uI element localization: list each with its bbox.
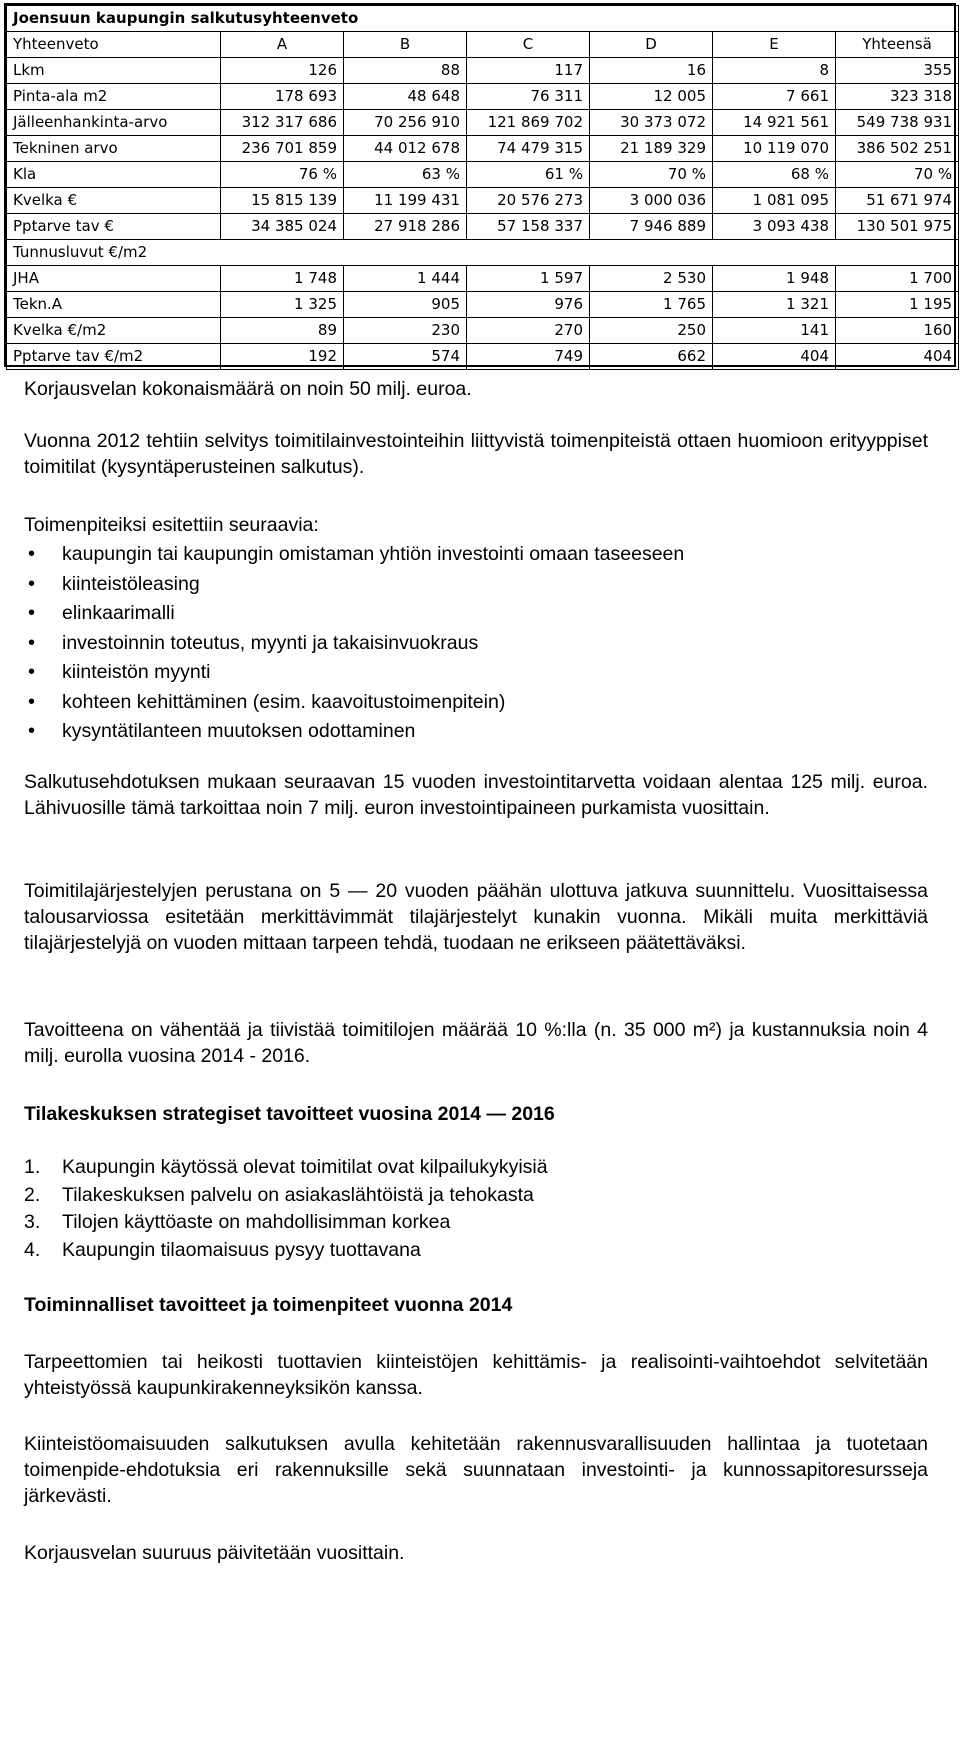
value-cell: 30 373 072 xyxy=(590,110,713,136)
value-cell: 1 765 xyxy=(590,292,713,318)
goal-number: 2. xyxy=(24,1183,41,1206)
table-title-row xyxy=(7,6,959,32)
row-label-cell: Tunnusluvut €/m2 xyxy=(7,240,221,266)
table-row xyxy=(7,292,959,318)
list-item xyxy=(24,1209,928,1237)
row-label-cell: Pptarve tav € xyxy=(7,214,221,240)
value-cell: 27 918 286 xyxy=(344,214,467,240)
row-label-cell: Tekn.A xyxy=(7,292,221,318)
row-label-cell: Kvelka € xyxy=(7,188,221,214)
goals-list xyxy=(24,1154,928,1264)
table-row xyxy=(7,240,959,266)
goal-text: Kaupungin käytössä olevat toimitilat ovat kilpailukykyisiä xyxy=(62,1156,548,1178)
paragraph-toimenpiteet-intro: Toimenpiteiksi esitettiin seuraavia: xyxy=(24,514,319,536)
value-cell: 574 xyxy=(344,344,467,370)
table-row xyxy=(7,214,959,240)
value-cell: 270 xyxy=(467,318,590,344)
value-cell xyxy=(836,240,959,266)
value-cell: 70 256 910 xyxy=(344,110,467,136)
value-cell xyxy=(221,240,344,266)
value-cell: 20 576 273 xyxy=(467,188,590,214)
value-cell: 355 xyxy=(836,58,959,84)
goal-number: 3. xyxy=(24,1211,41,1233)
value-cell xyxy=(344,240,467,266)
header-cell: A xyxy=(221,32,344,58)
value-cell: 57 158 337 xyxy=(467,214,590,240)
value-cell: 404 xyxy=(836,344,959,370)
value-cell: 10 119 070 xyxy=(713,136,836,162)
list-item: • elinkaarimalli xyxy=(24,600,928,630)
value-cell: 44 012 678 xyxy=(344,136,467,162)
value-cell: 48 648 xyxy=(344,84,467,110)
value-cell: 1 325 xyxy=(221,292,344,318)
header-cell: Yhteenveto xyxy=(7,32,221,58)
value-cell: 88 xyxy=(344,58,467,84)
value-cell: 1 948 xyxy=(713,266,836,292)
paragraph-tavoitteena: Tavoitteena on vähentää ja tiivistää toimitilojen määrää 10 %:lla (n. 35 000 m²) ja kustannuksia noin 4 milj. eurolla vuosina 2014 - 2016. xyxy=(24,1019,928,1067)
value-cell: 192 xyxy=(221,344,344,370)
table-row xyxy=(7,110,959,136)
value-cell xyxy=(467,240,590,266)
measures-list xyxy=(24,541,928,748)
table-header-row xyxy=(7,32,959,58)
list-item xyxy=(24,1154,928,1182)
value-cell: 14 921 561 xyxy=(713,110,836,136)
value-cell: 8 xyxy=(713,58,836,84)
value-cell: 323 318 xyxy=(836,84,959,110)
value-cell: 749 xyxy=(467,344,590,370)
value-cell: 3 093 438 xyxy=(713,214,836,240)
paragraph-salkutus-kehitys: Kiinteistöomaisuuden salkutuksen avulla kehitetään rakennusvarallisuuden hallintaa ja tuotetaan toimenpide-ehdotuksia eri rakennuksille sekä suunnataan investointi- ja kunnossapitoresursseja järkevästi. xyxy=(24,1433,928,1507)
table-row xyxy=(7,84,959,110)
value-cell: 89 xyxy=(221,318,344,344)
list-item: • kiinteistön myynti xyxy=(24,659,928,689)
value-cell: 250 xyxy=(590,318,713,344)
value-cell xyxy=(713,240,836,266)
header-cell: D xyxy=(590,32,713,58)
table-row xyxy=(7,58,959,84)
value-cell: 1 444 xyxy=(344,266,467,292)
value-cell: 976 xyxy=(467,292,590,318)
value-cell: 386 502 251 xyxy=(836,136,959,162)
list-item: • investoinnin toteutus, myynti ja takaisinvuokraus xyxy=(24,630,928,660)
paragraph-korjausvelan-paivitys: Korjausvelan suuruus päivitetään vuosittain. xyxy=(24,1542,405,1564)
value-cell: 905 xyxy=(344,292,467,318)
value-cell: 404 xyxy=(713,344,836,370)
value-cell: 662 xyxy=(590,344,713,370)
paragraph-korjausvelka: Korjausvelan kokonaismäärä on noin 50 milj. euroa. xyxy=(24,378,472,400)
header-cell: C xyxy=(467,32,590,58)
value-cell: 1 195 xyxy=(836,292,959,318)
value-cell: 160 xyxy=(836,318,959,344)
value-cell: 312 317 686 xyxy=(221,110,344,136)
salkutus-summary-table xyxy=(4,3,956,367)
table-row xyxy=(7,162,959,188)
paragraph-selvitys: Vuonna 2012 tehtiin selvitys toimitilainvestointeihin liittyvistä toimenpiteistä ottaen huomioon erityyppiset toimitilat (kysyntäperusteinen salkutus). xyxy=(24,430,928,478)
value-cell: 34 385 024 xyxy=(221,214,344,240)
header-cell: Yhteensä xyxy=(836,32,959,58)
value-cell: 236 701 859 xyxy=(221,136,344,162)
goal-text: Tilakeskuksen palvelu on asiakaslähtöistä ja tehokasta xyxy=(62,1183,534,1206)
value-cell: 61 % xyxy=(467,162,590,188)
goal-number: 1. xyxy=(24,1156,41,1178)
value-cell: 1 597 xyxy=(467,266,590,292)
value-cell: 12 005 xyxy=(590,84,713,110)
heading-toiminnalliset-tavoitteet: Toiminnalliset tavoitteet ja toimenpiteet vuonna 2014 xyxy=(24,1294,513,1316)
paragraph-toimitilajarjestelyt: Toimitilajärjestelyjen perustana on 5 — 20 vuoden päähän ulottuva jatkuva suunnittelu. Vuosittaisessa talousarviossa esitetään merkittävimmät tilajärjestelyt kunakin vuonna. Mikäli muita merkittäviä tilajärjestelyjä on vuoden mittaan tarpeen tehdä, tuodaan ne erikseen päätettäväksi. xyxy=(24,880,928,954)
list-item: • kaupungin tai kaupungin omistaman yhtiön investointi omaan taseeseen xyxy=(24,541,928,571)
list-item xyxy=(24,1237,928,1265)
value-cell: 230 xyxy=(344,318,467,344)
value-cell: 7 946 889 xyxy=(590,214,713,240)
row-label-cell: Kla xyxy=(7,162,221,188)
value-cell: 16 xyxy=(590,58,713,84)
value-cell: 76 311 xyxy=(467,84,590,110)
value-cell: 1 748 xyxy=(221,266,344,292)
summary-table xyxy=(6,5,959,370)
goal-text: Tilojen käyttöaste on mahdollisimman korkea xyxy=(62,1211,451,1233)
value-cell xyxy=(590,240,713,266)
row-label-cell: Kvelka €/m2 xyxy=(7,318,221,344)
table-row xyxy=(7,344,959,370)
value-cell: 1 700 xyxy=(836,266,959,292)
row-label-cell: Jälleenhankinta-arvo xyxy=(7,110,221,136)
value-cell: 178 693 xyxy=(221,84,344,110)
value-cell: 70 % xyxy=(836,162,959,188)
heading-strategiset-tavoitteet: Tilakeskuksen strategiset tavoitteet vuosina 2014 — 2016 xyxy=(24,1103,555,1125)
header-cell: B xyxy=(344,32,467,58)
paragraph-salkutusehdotus: Salkutusehdotuksen mukaan seuraavan 15 vuoden investointitarvetta voidaan alentaa 125 milj. euroa. Lähivuosille tämä tarkoittaa noin 7 milj. euron investointipaineen purkamista vuosittain. xyxy=(24,771,928,819)
table-row xyxy=(7,318,959,344)
goal-text: Kaupungin tilaomaisuus pysyy tuottavana xyxy=(62,1238,421,1261)
value-cell: 70 % xyxy=(590,162,713,188)
value-cell: 2 530 xyxy=(590,266,713,292)
value-cell: 3 000 036 xyxy=(590,188,713,214)
table-row xyxy=(7,188,959,214)
value-cell: 1 081 095 xyxy=(713,188,836,214)
row-label-cell: JHA xyxy=(7,266,221,292)
row-label-cell: Tekninen arvo xyxy=(7,136,221,162)
row-label-cell: Lkm xyxy=(7,58,221,84)
table-row xyxy=(7,136,959,162)
table-row xyxy=(7,266,959,292)
value-cell: 126 xyxy=(221,58,344,84)
value-cell: 68 % xyxy=(713,162,836,188)
list-item xyxy=(24,1182,928,1210)
value-cell: 141 xyxy=(713,318,836,344)
value-cell: 7 661 xyxy=(713,84,836,110)
list-item: • kysyntätilanteen muutoksen odottaminen xyxy=(24,718,928,748)
value-cell: 51 671 974 xyxy=(836,188,959,214)
list-item: • kohteen kehittäminen (esim. kaavoitustoimenpitein) xyxy=(24,689,928,719)
header-cell: E xyxy=(713,32,836,58)
row-label-cell: Pptarve tav €/m2 xyxy=(7,344,221,370)
value-cell: 15 815 139 xyxy=(221,188,344,214)
value-cell: 130 501 975 xyxy=(836,214,959,240)
goal-number: 4. xyxy=(24,1238,41,1261)
value-cell: 1 321 xyxy=(713,292,836,318)
value-cell: 11 199 431 xyxy=(344,188,467,214)
value-cell: 549 738 931 xyxy=(836,110,959,136)
list-item: • kiinteistöleasing xyxy=(24,571,928,601)
value-cell: 74 479 315 xyxy=(467,136,590,162)
table-title: Joensuun kaupungin salkutusyhteenveto xyxy=(7,6,959,32)
row-label-cell: Pinta-ala m2 xyxy=(7,84,221,110)
paragraph-tarpeettomat-kiinteistot: Tarpeettomien tai heikosti tuottavien kiinteistöjen kehittämis- ja realisointi-vaihtoehdot selvitetään yhteistyössä kaupunkirakenneyksikön kanssa. xyxy=(24,1351,928,1399)
value-cell: 21 189 329 xyxy=(590,136,713,162)
value-cell: 117 xyxy=(467,58,590,84)
value-cell: 76 % xyxy=(221,162,344,188)
value-cell: 63 % xyxy=(344,162,467,188)
value-cell: 121 869 702 xyxy=(467,110,590,136)
